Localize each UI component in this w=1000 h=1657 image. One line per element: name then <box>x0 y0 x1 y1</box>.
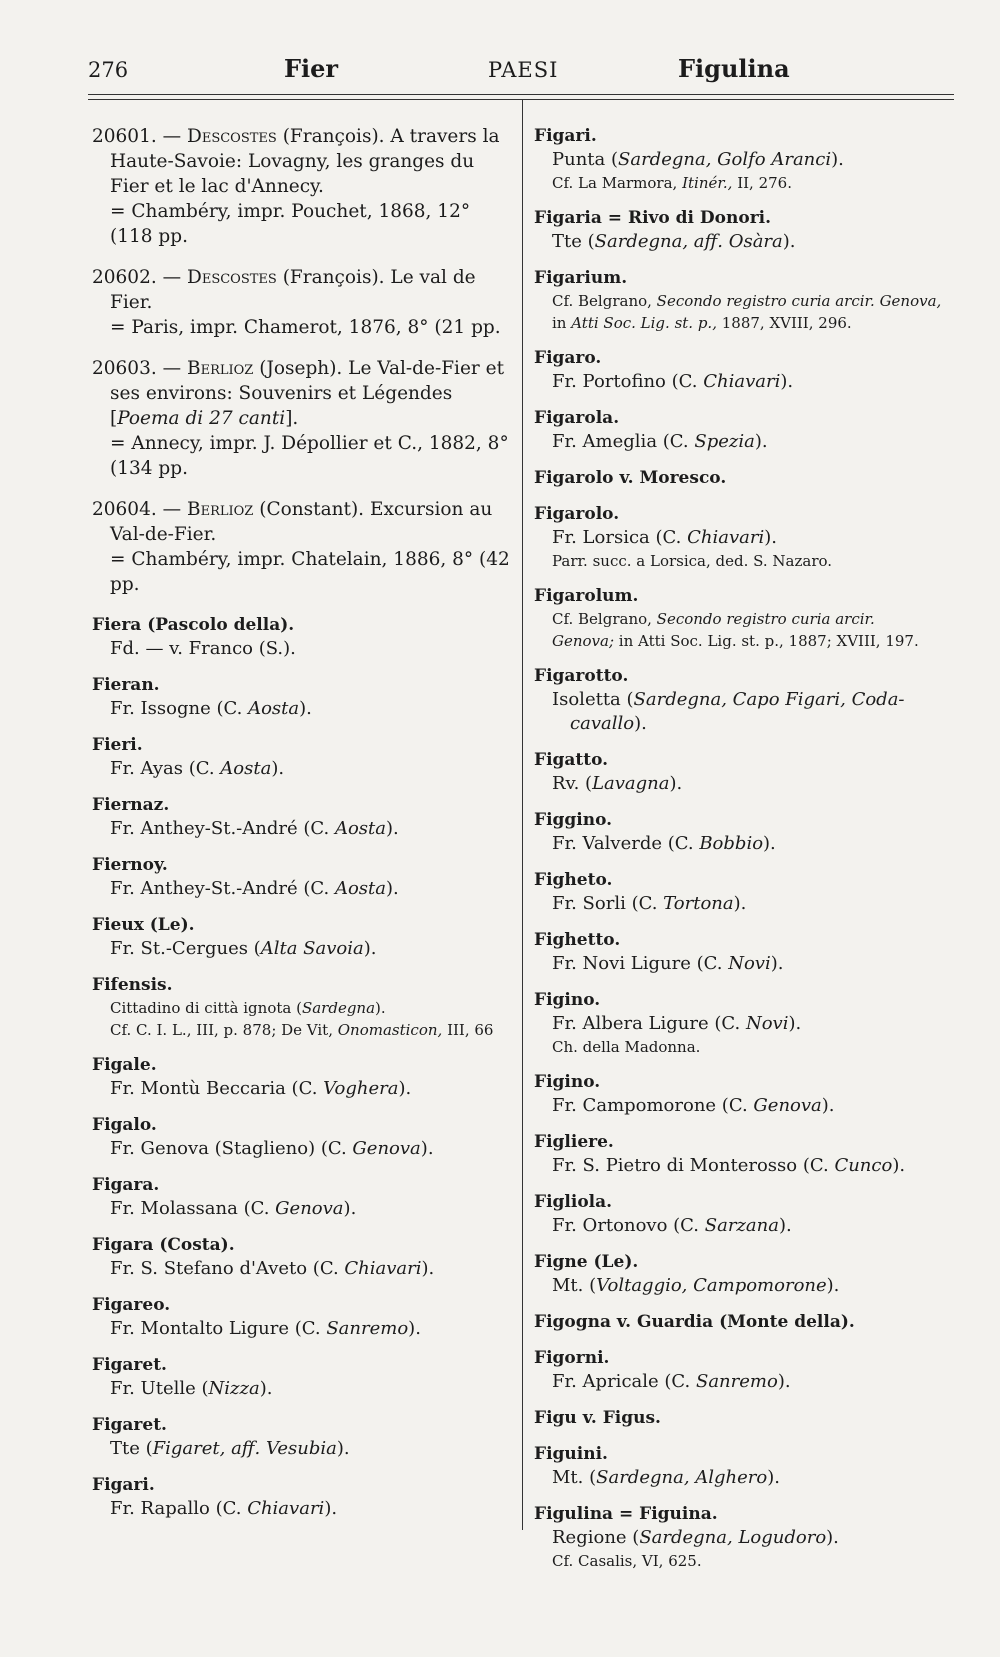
entry-headword: Figulina = Figuina. <box>534 1504 718 1524</box>
text-run: Fr. Issogne (C. <box>110 698 249 719</box>
gazetteer-entry <box>92 733 510 781</box>
gazetteer-entry <box>92 613 510 661</box>
text-run: Rv. ( <box>552 773 593 794</box>
entry-note <box>92 997 510 1019</box>
italic-run: Voltaggio, Campomorone <box>596 1275 827 1296</box>
text-run: III, 66 <box>442 1021 494 1039</box>
italic-run: Tortona <box>663 893 734 914</box>
entry-line <box>534 1274 958 1298</box>
entry-line <box>534 1012 958 1036</box>
text-run: Fr. Lorsica (C. <box>552 527 688 548</box>
entry-line <box>92 877 510 901</box>
entry-headword: Figu v. Figus. <box>534 1408 661 1428</box>
text-run: ). <box>299 698 312 719</box>
text-run: Fr. Valverde (C. <box>552 833 700 854</box>
text-run: Fr. Montù Beccaria (C. <box>110 1078 324 1099</box>
entry-line <box>92 1257 510 1281</box>
entry-headword: Figarolo v. Moresco. <box>534 468 727 488</box>
italic-run: Genova <box>753 1095 822 1116</box>
italic-run: Cunco <box>834 1155 893 1176</box>
entry-text-after: ]. <box>285 408 299 429</box>
entry-headword: Figaro. <box>534 348 602 368</box>
text-run: Mt. ( <box>552 1467 597 1488</box>
gazetteer-entry <box>534 664 958 736</box>
gazetteer-entry <box>92 1233 510 1281</box>
gazetteer-entry <box>534 1310 958 1334</box>
author-name: Berlioz <box>187 358 254 379</box>
text-run: Fr. St.-Cergues ( <box>110 938 261 959</box>
gazetteer-entry <box>534 1442 958 1490</box>
entry-line <box>534 1526 958 1550</box>
italic-run: Chiavari <box>687 527 765 548</box>
text-run: ). <box>634 713 647 734</box>
work-title: Poema di 27 canti <box>117 408 286 429</box>
italic-run: Secondo registro curia arcir. <box>656 610 875 628</box>
text-run: Cf. Casalis, VI, 625. <box>552 1552 702 1570</box>
text-run: ). <box>386 818 399 839</box>
italic-run: Nizza <box>208 1378 260 1399</box>
imprint: = Chambéry, impr. Pouchet, 1868, 12° (118 pp. <box>110 201 471 247</box>
text-run: Fd. — v. Franco (S.). <box>110 638 296 659</box>
entry-number: 20604. <box>92 499 157 520</box>
italic-run: Sardegna, Logudoro <box>639 1527 827 1548</box>
italic-run: Figaret, aff. Vesubia <box>152 1438 337 1459</box>
gazetteer-entry <box>534 1502 958 1572</box>
entry-line <box>534 526 958 550</box>
entry-note <box>534 312 958 334</box>
entry-line <box>92 937 510 961</box>
italic-run: Chiavari <box>344 1258 422 1279</box>
italic-run: Spezia <box>694 431 755 452</box>
gazetteer-entry <box>92 1473 510 1521</box>
entry-line <box>534 892 958 916</box>
entry-line <box>92 1077 510 1101</box>
italic-run: cavallo <box>570 713 635 734</box>
entry-headword: Figarium. <box>534 268 628 288</box>
entry-headword: Figaret. <box>92 1355 167 1375</box>
text-run: ). <box>767 1467 780 1488</box>
entry-headword: Fieri. <box>92 735 143 755</box>
entry-line <box>534 370 958 394</box>
entry-headword: Figari. <box>534 126 597 146</box>
entry-headword: Figara. <box>92 1175 160 1195</box>
entry-headword: Fighetto. <box>534 930 621 950</box>
author-name: Descostes <box>187 126 277 147</box>
italic-run: Itinér., <box>682 174 733 192</box>
gazetteer-entry <box>92 1113 510 1161</box>
gazetteer-entry <box>534 1070 958 1118</box>
page-number: 276 <box>88 58 129 82</box>
italic-run: Sardegna, Golfo Aranci <box>618 149 832 170</box>
left-column <box>92 124 510 1533</box>
entry-headword: Figarolum. <box>534 586 639 606</box>
gazetteer-entry <box>534 124 958 194</box>
gazetteer-entry <box>534 584 958 652</box>
entry-headword: Figino. <box>534 990 601 1010</box>
entry-note <box>534 1550 958 1572</box>
text-run: Fr. S. Stefano d'Aveto (C. <box>110 1258 345 1279</box>
entry-headword: Fiera (Pascolo della). <box>92 615 295 635</box>
gazetteer-entry <box>534 748 958 796</box>
entry-headword: Figalo. <box>92 1115 157 1135</box>
text-run: Fr. Rapallo (C. <box>110 1498 248 1519</box>
entry-number: 20602. <box>92 267 157 288</box>
italic-run: Sanremo <box>695 1371 778 1392</box>
entry-headword: Figari. <box>92 1475 155 1495</box>
entry-line <box>92 1137 510 1161</box>
entry-line <box>92 1437 510 1461</box>
entry-line <box>92 637 510 661</box>
text-run: Fr. Montalto Ligure (C. <box>110 1318 327 1339</box>
gazetteer-entry <box>92 913 510 961</box>
entry-line <box>534 1094 958 1118</box>
entry-line <box>534 1214 958 1238</box>
text-run: Parr. succ. a Lorsica, ded. S. Nazaro. <box>552 552 833 570</box>
entry-headword: Figheto. <box>534 870 613 890</box>
text-run: ). <box>363 938 377 959</box>
entry-line <box>534 1466 958 1490</box>
gazetteer-entry <box>92 1353 510 1401</box>
text-run: Fr. Campomorone (C. <box>552 1095 754 1116</box>
entry-line <box>92 1377 510 1401</box>
text-run: ). <box>777 1371 791 1392</box>
italic-run: Sardegna, aff. Osàra <box>594 231 783 252</box>
bibliography-entry: 20603. — Berlioz (Joseph). Le Val-de-Fier et ses environs: Souvenirs et Légendes [Poema di 27 canti]. = Annecy, impr. J. Dépollier et C., 1882, 8° (134 pp. <box>92 358 509 479</box>
text-run: Mt. ( <box>552 1275 597 1296</box>
entry-headword: Figara (Costa). <box>92 1235 235 1255</box>
italic-run: Sarzana <box>704 1215 779 1236</box>
entry-headword: Figatto. <box>534 750 609 770</box>
text-run: ). <box>271 758 285 779</box>
author-name: Descostes <box>187 267 277 288</box>
entry-headword: Figareo. <box>92 1295 171 1315</box>
author-name: Berlioz <box>187 499 254 520</box>
gazetteer-entry <box>92 1413 510 1461</box>
text-run: ). <box>398 1078 412 1099</box>
gazetteer-entry <box>534 1406 958 1430</box>
italic-run: Sanremo <box>326 1318 409 1339</box>
gazetteer-entry <box>92 853 510 901</box>
gazetteer-entry <box>92 1173 510 1221</box>
italic-run: Genova; <box>552 632 615 650</box>
imprint: = Chambéry, impr. Chatelain, 1886, 8° (42 pp. <box>110 549 510 595</box>
italic-run: Aosta <box>334 818 386 839</box>
entry-line <box>92 1497 510 1521</box>
entry-line <box>534 1154 958 1178</box>
gazetteer-entry <box>534 206 958 254</box>
text-run: ). <box>408 1318 421 1339</box>
text-run: ). <box>892 1155 906 1176</box>
entry-text: (François). Le val de Fier. <box>110 267 476 313</box>
entry-line <box>534 1036 958 1058</box>
entry-headword: Figgino. <box>534 810 613 830</box>
italic-run: Alta Savoia <box>260 938 364 959</box>
entry-headword: Figorni. <box>534 1348 610 1368</box>
bibliography-entry: 20602. — Descostes (François). Le val de Fier. = Paris, impr. Chamerot, 1876, 8° (21 pp. <box>92 267 501 338</box>
entry-note <box>534 550 958 572</box>
text-run: Fr. Sorli (C. <box>552 893 664 914</box>
text-run: Fr. Utelle ( <box>110 1378 209 1399</box>
entry-line <box>534 148 958 172</box>
text-run: Cf. La Marmora, <box>552 174 683 192</box>
entry-note <box>534 630 958 652</box>
gazetteer-entry <box>534 346 958 394</box>
header-rule-bottom <box>88 99 954 100</box>
entry-note <box>534 172 958 194</box>
entry-headword: Fieux (Le). <box>92 915 195 935</box>
entry-headword: Fieran. <box>92 675 160 695</box>
gazetteer-entry <box>534 406 958 454</box>
entry-line <box>534 430 958 454</box>
italic-run: Voghera <box>323 1078 399 1099</box>
text-run: Cf. Belgrano, <box>552 610 657 628</box>
text-run: ). <box>386 878 399 899</box>
gazetteer-entry <box>534 502 958 572</box>
entry-headword: Figarotto. <box>534 666 629 686</box>
gazetteer-entry <box>92 673 510 721</box>
text-run: Fr. Ortonovo (C. <box>552 1215 705 1236</box>
entry-number: 20603. <box>92 358 157 379</box>
entry-headword: Figale. <box>92 1055 157 1075</box>
italic-run: Genova <box>275 1198 344 1219</box>
entry-headword: Fiernaz. <box>92 795 170 815</box>
text-run: ). <box>778 1215 792 1236</box>
entry-line <box>534 772 958 796</box>
text-run: ). <box>343 1198 357 1219</box>
entry-headword: Fiernoy. <box>92 855 168 875</box>
italic-run: Atti Soc. Lig. st. p., <box>571 314 717 332</box>
entry-note <box>92 1019 510 1041</box>
text-run: Fr. Anthey-St.-André (C. <box>110 818 335 839</box>
text-run: ). <box>669 773 683 794</box>
gazetteer-entry <box>534 466 958 490</box>
italic-run: Sardegna, Alghero <box>596 1467 768 1488</box>
text-run: Punta ( <box>552 149 619 170</box>
text-run: Fr. Anthey-St.-André (C. <box>110 878 335 899</box>
entry-note <box>534 608 958 630</box>
gazetteer-entry <box>534 808 958 856</box>
text-run: Tte ( <box>110 1438 153 1459</box>
entry-headword: Figliere. <box>534 1132 614 1152</box>
italic-run: Secondo registro curia arcir. Genova, <box>656 292 942 310</box>
entry-number: 20601. <box>92 126 157 147</box>
entry-headword: Figuini. <box>534 1444 608 1464</box>
text-run: Fr. Albera Ligure (C. <box>552 1013 746 1034</box>
bibliography-entry: 20604. — Berlioz (Constant). Excursion au Val-de-Fier. = Chambéry, impr. Chatelain, 1886, 8° (42 pp. <box>92 499 510 595</box>
header-keyword-left: Fier <box>284 54 339 83</box>
gazetteer-entry <box>534 1190 958 1238</box>
italic-run: Aosta <box>248 698 300 719</box>
right-entry-list <box>534 124 958 1572</box>
gazetteer-entry <box>534 928 958 976</box>
italic-run: Onomasticon, <box>337 1021 443 1039</box>
text-run: Fr. Molassana (C. <box>110 1198 276 1219</box>
entry-line <box>92 1197 510 1221</box>
entry-line <box>534 688 958 712</box>
gazetteer-entry <box>92 1293 510 1341</box>
text-run: in Atti Soc. Lig. st. p., 1887; XVIII, 197. <box>614 632 919 650</box>
text-run: Regione ( <box>552 1527 640 1548</box>
text-run: ). <box>780 371 794 392</box>
text-run: Fr. Portofino (C. <box>552 371 704 392</box>
gazetteer-entry <box>92 793 510 841</box>
text-run: 1887, XVIII, 296. <box>716 314 852 332</box>
entry-headword: Figarolo. <box>534 504 620 524</box>
entry-headword: Figliola. <box>534 1192 613 1212</box>
entry-text: (Joseph). Le Val-de-Fier et ses environs: Souvenirs et Légendes [ <box>110 358 505 429</box>
italic-run: Novi <box>728 953 771 974</box>
text-run: ). <box>763 833 776 854</box>
text-run: Fr. S. Pietro di Monterosso (C. <box>552 1155 835 1176</box>
entry-line <box>534 832 958 856</box>
text-run: ). <box>831 149 844 170</box>
italic-run: Aosta <box>220 758 272 779</box>
italic-run: Bobbio <box>699 833 764 854</box>
gazetteer-entry <box>534 266 958 334</box>
bibliography-entry: 20601. — Descostes (François). A travers la Haute-Savoie: Lovagny, les granges du Fier et le lac d'Annecy. = Chambéry, impr. Pouchet, 1868, 12° (118 pp. <box>92 126 500 247</box>
header-rule-top <box>88 94 954 95</box>
gazetteer-entry <box>534 1346 958 1394</box>
italic-run: Chiavari <box>247 1498 325 1519</box>
entry-headword: Figaret. <box>92 1415 167 1435</box>
imprint: = Paris, impr. Chamerot, 1876, 8° (21 pp. <box>110 317 501 338</box>
entry-line <box>534 952 958 976</box>
italic-run: Novi <box>745 1013 789 1034</box>
text-run: Tte ( <box>552 231 595 252</box>
text-run: ). <box>375 999 386 1017</box>
left-entry-list <box>92 613 510 1521</box>
entry-headword: Figarola. <box>534 408 620 428</box>
text-run: Isoletta ( <box>552 689 634 710</box>
text-run: II, 276. <box>732 174 792 192</box>
text-run: Fr. Novi Ligure (C. <box>552 953 729 974</box>
text-run: ). <box>764 527 777 548</box>
text-run: Cf. C. I. L., III, p. 878; De Vit, <box>110 1021 338 1039</box>
gazetteer-entry <box>92 973 510 1041</box>
column-divider <box>522 100 523 1530</box>
gazetteer-entry <box>534 868 958 916</box>
entry-headword: Figogna v. Guardia (Monte della). <box>534 1312 855 1332</box>
text-run: ). <box>821 1095 835 1116</box>
text-run: Fr. Genova (Staglieno) (C. <box>110 1138 353 1159</box>
text-run: ). <box>826 1275 840 1296</box>
text-run: Cf. Belgrano, <box>552 292 657 310</box>
entry-line <box>534 1370 958 1394</box>
text-run: ). <box>336 1438 350 1459</box>
text-run: ). <box>421 1258 435 1279</box>
text-run: ). <box>733 893 747 914</box>
italic-run: Chiavari <box>703 371 781 392</box>
gazetteer-entry <box>534 988 958 1058</box>
italic-run: Lavagna <box>592 773 670 794</box>
entry-text: (François). A travers la Haute-Savoie: Lovagny, les granges du Fier et le lac d'Annecy. <box>110 126 500 197</box>
text-run: Fr. Apricale (C. <box>552 1371 696 1392</box>
text-run: Ch. della Madonna. <box>552 1038 701 1056</box>
italic-run: Sardegna <box>301 999 376 1017</box>
entry-line <box>92 1317 510 1341</box>
entry-headword: Figaria = Rivo di Donori. <box>534 208 772 228</box>
entry-text: (Constant). Excursion au Val-de-Fier. <box>110 499 493 545</box>
entry-headword: Fifensis. <box>92 975 173 995</box>
text-run: Cittadino di città ignota ( <box>110 999 302 1017</box>
text-run: Fr. Ayas (C. <box>110 758 221 779</box>
page-header <box>88 52 954 88</box>
entry-line <box>534 230 958 254</box>
text-run: ). <box>754 431 768 452</box>
header-keyword-right: Figulina <box>678 54 790 83</box>
text-run: ). <box>324 1498 338 1519</box>
text-run: ). <box>259 1378 273 1399</box>
header-section-title: PAESI <box>488 58 559 82</box>
entry-line <box>534 712 958 736</box>
text-run: in <box>552 314 572 332</box>
text-run: ). <box>420 1138 434 1159</box>
italic-run: Sardegna, Capo Figari, Coda- <box>633 689 905 710</box>
text-run: Fr. Ameglia (C. <box>552 431 695 452</box>
entry-line <box>92 757 510 781</box>
gazetteer-entry <box>534 1250 958 1298</box>
right-column <box>534 124 958 1584</box>
text-run: ). <box>788 1013 802 1034</box>
gazetteer-entry <box>534 1130 958 1178</box>
entry-line <box>92 697 510 721</box>
italic-run: Aosta <box>334 878 386 899</box>
text-run: ). <box>782 231 796 252</box>
entry-headword: Figne (Le). <box>534 1252 639 1272</box>
entry-line <box>92 817 510 841</box>
gazetteer-entry <box>92 1053 510 1101</box>
bibliography-list <box>92 124 510 597</box>
text-run: ). <box>826 1527 839 1548</box>
imprint: = Annecy, impr. J. Dépollier et C., 1882, 8° (134 pp. <box>110 433 509 479</box>
entry-note <box>534 290 958 312</box>
italic-run: Genova <box>352 1138 421 1159</box>
text-run: ). <box>770 953 784 974</box>
entry-headword: Figino. <box>534 1072 601 1092</box>
